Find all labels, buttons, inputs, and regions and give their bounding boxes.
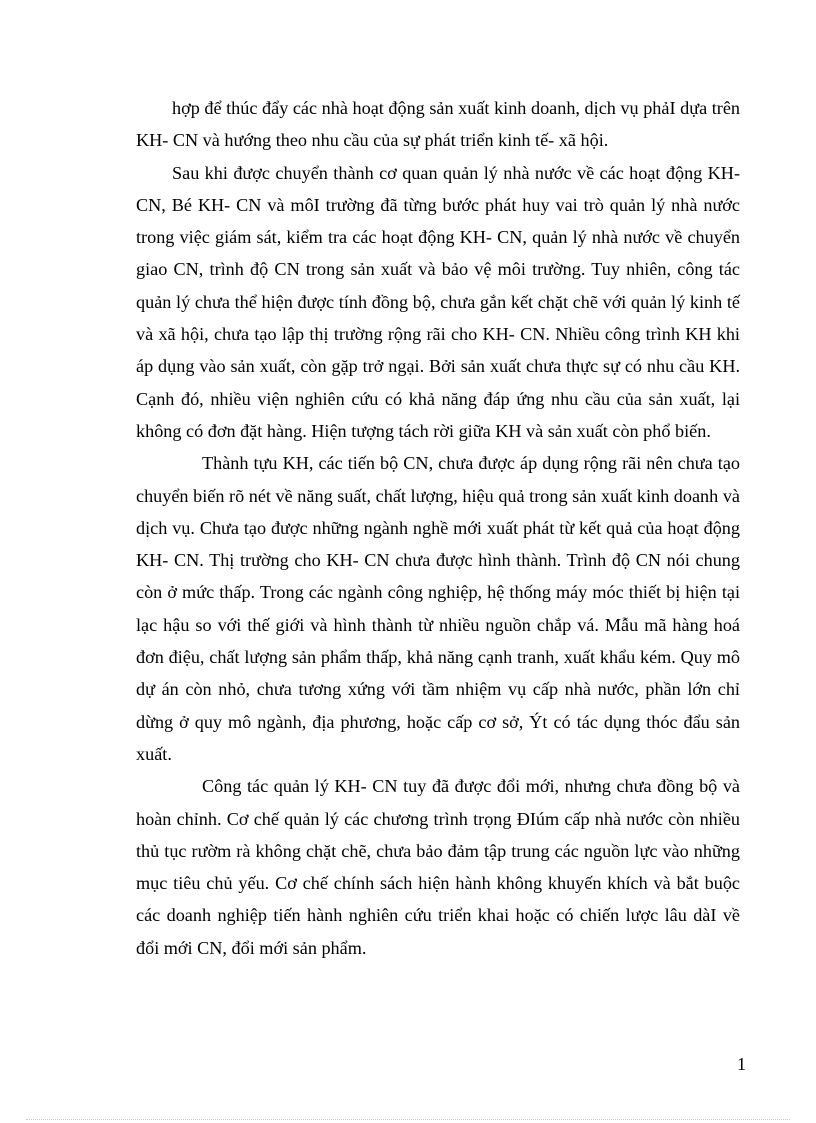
footer-divider [26,1119,790,1120]
paragraph-4: Công tác quản lý KH- CN tuy đã được đổi mới, nhưng chưa đồng bộ và hoàn chỉnh. Cơ chế quản lý các chương trình trọng ĐIúm cấp nhà nước còn nhiều thủ tục rườm rà không chặt chẽ, chưa bảo đảm tập trung các nguồn lực vào những mục tiêu chủ yếu. Cơ chế chính sách hiện hành không khuyến khích và bắt buộc các doanh nghiệp tiến hành nghiên cứu triển khai hoặc có chiến lược lâu dàI về đổi mới CN, đổi mới sản phẩm. [136,776,740,958]
paragraph-3: Thành tựu KH, các tiến bộ CN, chưa được áp dụng rộng rãi nên chưa tạo chuyển biến rõ nét về năng suất, chất lượng, hiệu quả trong sản xuất kinh doanh và dịch vụ. Chưa tạo được những ngành nghề mới xuất phát từ kết quả của hoạt động KH- CN. Thị trường cho KH- CN chưa được hình thành. Trình độ CN nói chung còn ở mức thấp. Trong các ngành công nghiệp, hệ thống máy móc thiết bị hiện tại lạc hậu so với thế giới và hình thành từ nhiều nguồn chắp vá. Mẫu mã hàng hoá đơn điệu, chất lượng sản phẩm thấp, khả năng cạnh tranh, xuất khẩu kém. Quy mô dự án còn nhỏ, chưa tương xứng với tầm nhiệm vụ cấp nhà nước, phần lớn chỉ dừng ở quy mô ngành, địa phương, hoặc cấp cơ sở, Ýt có tác dụng thóc đẩu sản xuất. [136,453,740,764]
paragraph-1: hợp để thúc đẩy các nhà hoạt động sản xuất kinh doanh, dịch vụ phảI dựa trên KH- CN và hướng theo nhu cầu của sự phát triển kinh tế- xã hội. [136,98,740,151]
page-number: 1 [737,1054,746,1074]
paragraph-2: Sau khi được chuyển thành cơ quan quản lý nhà nước về các hoạt động KH- CN, Bé KH- CN và môI trường đã từng bước phát huy vai trò quản lý nhà nước trong việc giám sát, kiểm tra các hoạt động KH- CN, quản lý nhà nước về chuyển giao CN, trình độ CN trong sản xuất và bảo vệ môi trường. Tuy nhiên, công tác quản lý chưa thể hiện được tính đồng bộ, chưa gắn kết chặt chẽ với quản lý kinh tế và xã hội, chưa tạo lập thị trường rộng rãi cho KH- CN. Nhiều công trình KH khi áp dụng vào sản xuất, còn gặp trở ngại. Bởi sản xuất chưa thực sự có nhu cầu KH. Cạnh đó, nhiều viện nghiên cứu có khả năng đáp ứng nhu cầu của sản xuất, lại không có đơn đặt hàng. Hiện tượng tách rời giữa KH và sản xuất còn phổ biến. [136,162,740,441]
body-text [136,92,740,964]
